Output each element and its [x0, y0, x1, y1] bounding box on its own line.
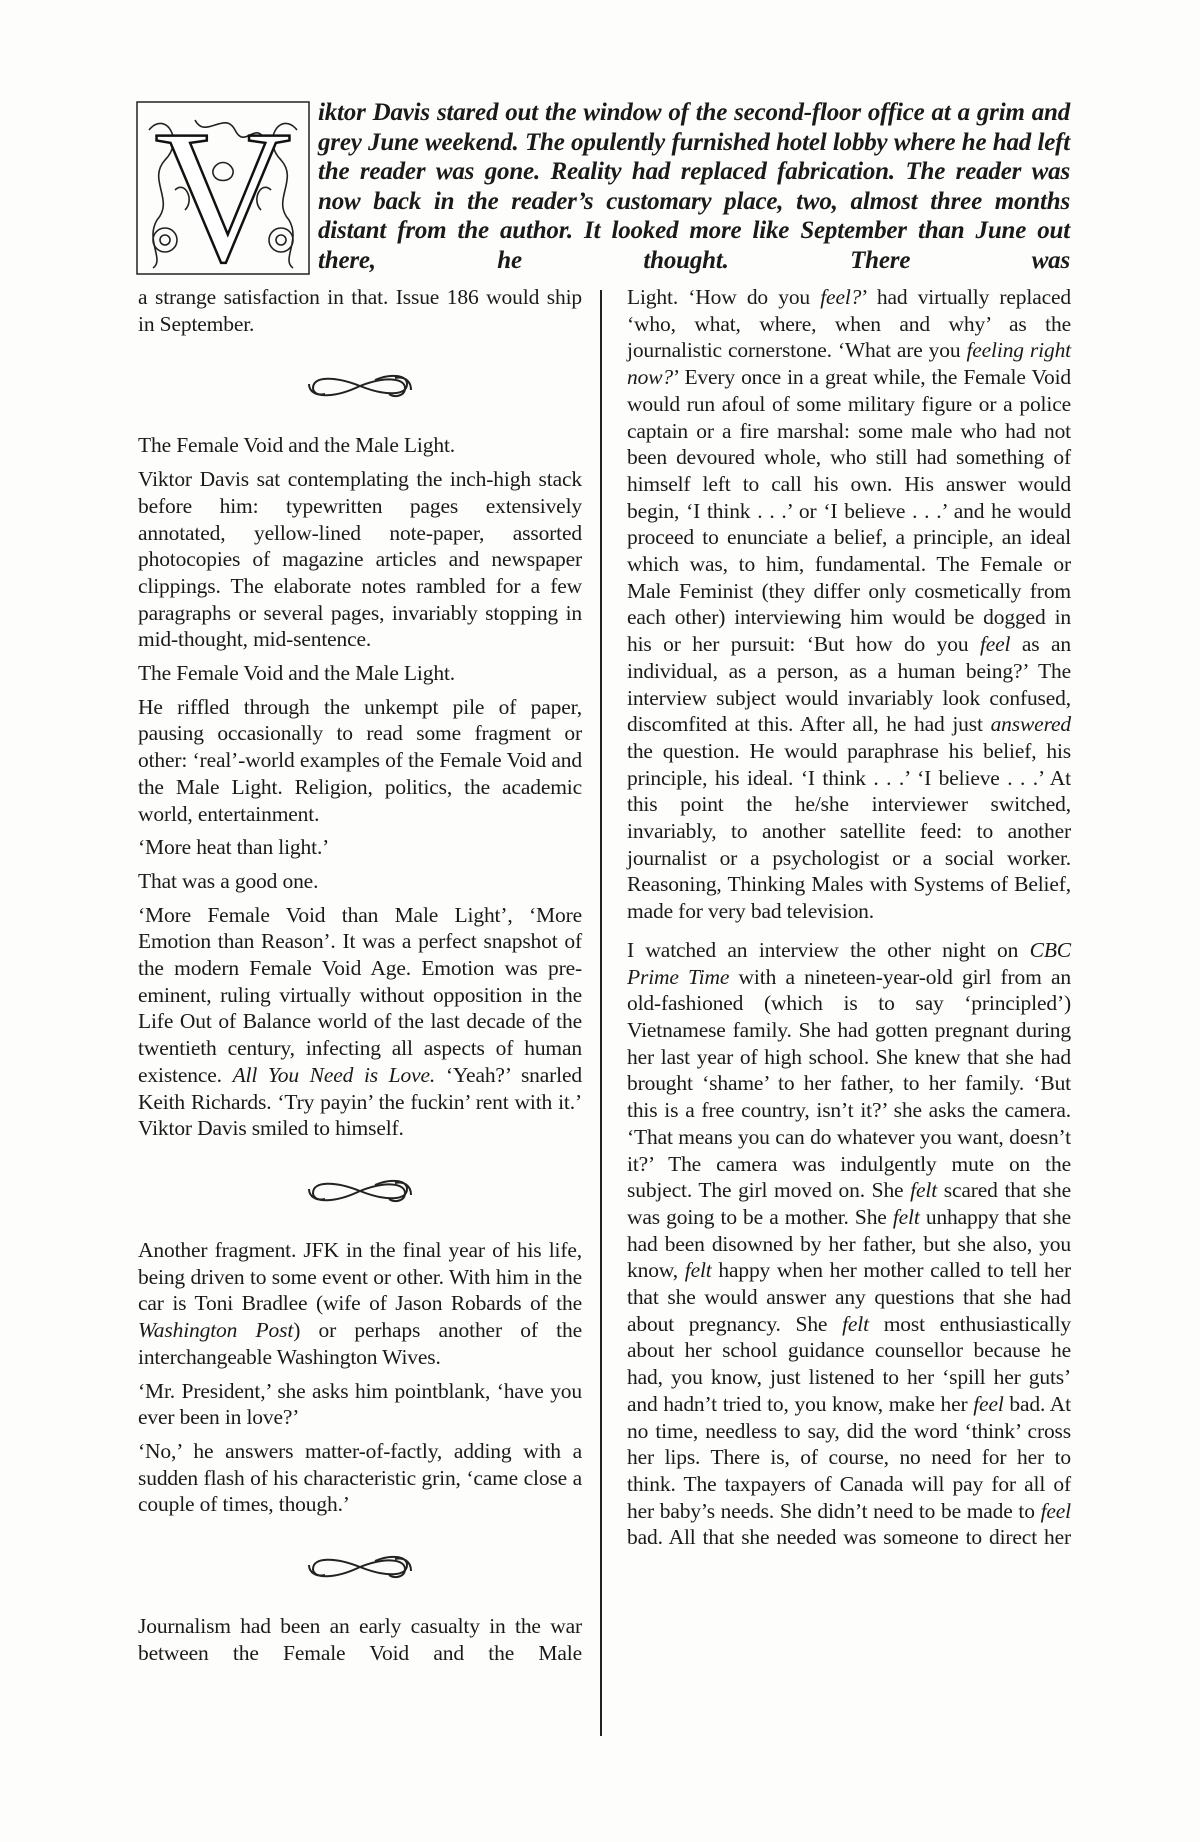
text-run: Another fragment. JFK in the final year of his life, being driven to some event or other. With him in the car is Toni Bradlee (wife of Jason Robards of the [138, 1237, 582, 1316]
paragraph [138, 1438, 582, 1518]
text-run: as an individual, as a person, as a human being?’ The interview subject would invariably look confused, discomfited at this. After all, he had just [627, 632, 1071, 737]
paragraph [138, 284, 582, 337]
paragraph [138, 1378, 582, 1431]
text-run: the question. He would paraphrase his belief, his principle, his ideal. ‘I think . . .’ ‘I believe . . .’ At this point the he/she interviewer switched, invariably, to another satellite feed: to another journalist or a psychologist or a social worker. Reasoning, Thinking Males with Systems of Belief, made for very bad television. [627, 738, 1071, 924]
text-run: ‘More heat than light.’ [138, 835, 330, 860]
italic-text: felt [910, 1178, 938, 1203]
paragraph [138, 432, 582, 459]
text-run: most enthusiastically about her school guidance counsellor because he had, you know, just listened to her ‘spill her guts’ and hadn’t tried to, you know, make her [627, 1311, 1071, 1416]
ornament-divider-icon [138, 1521, 582, 1613]
paragraph [138, 660, 582, 687]
text-run: The Female Void and the Male Light. [138, 661, 455, 686]
paragraph [138, 466, 582, 653]
paragraph [138, 694, 582, 828]
text-run: He riffled through the unkempt pile of paper, pausing occasionally to read some fragment or other: ‘real’-world examples of the Female Void and the Male Light. Religion, politics, the academic world, entertainment. [138, 694, 582, 826]
paragraph [138, 1237, 582, 1371]
right-column [627, 284, 1071, 1558]
drop-cap-letter: V [154, 100, 292, 276]
text-run: Light. ‘How do you [627, 285, 821, 309]
italic-text: felt [684, 1258, 712, 1283]
paragraph [138, 834, 582, 861]
italic-text: feel [973, 1391, 1004, 1416]
text-run: ) or perhaps another of the interchangeable Washington Wives. [138, 1318, 582, 1369]
text-run: ‘Mr. President,’ she asks him pointblank, ‘have you ever been in love?’ [138, 1378, 582, 1430]
text-run: ’ Every once in a great while, the Female Void would run afoul of some military figure or a police captain or a fire marshal: some male who had not been devoured whole, who still had something of himself left to call his own. His answer would begin, ‘I think . . .’ or ‘I believe . . .’ and he would proceed to enunciate a belief, a principle, an ideal which was, to him, fundamental. The Female or Male Feminist (they differ only cosmetically from each other) interviewing him would be dogged in his or her pursuit: ‘But how do you [627, 365, 1071, 657]
italic-text: Washington Post [138, 1318, 294, 1343]
italic-text: All You Need is Love. [232, 1062, 436, 1087]
text-run: unhappy that she had been disowned by her father, but she also, you know, [627, 1204, 1071, 1283]
text-run: The Female Void and the Male Light. [138, 433, 455, 458]
italic-text: feel? [820, 285, 862, 309]
text-run: ‘More Female Void than Male Light’, ‘More Emotion than Reason’. It was a perfect snapshot of the modern Female Void Age. Emotion was pre-eminent, ruling virtually without opposition in the Life Out of Balance world of the last decade of the twentieth century, infecting all aspects of human existence. [138, 902, 582, 1087]
text-run: a strange satisfaction in that. Issue 186 would ship in September. [138, 285, 582, 336]
text-run: I watched an interview the other night on [627, 937, 1030, 962]
text-run: bad. At no time, needless to say, did the word ‘think’ cross her lips. There is, of course, no need for her to think. The taxpayers of Canada will pay for all of her baby’s needs. She didn’t need to be made to [627, 1391, 1071, 1523]
paragraph [627, 937, 1071, 1551]
text-run: Viktor Davis sat contemplating the inch-high stack before him: typewritten pages extensively annotated, yellow-lined note-paper, assorted photocopies of magazine articles and newspaper clippings. The elaborate notes rambled for a few paragraphs or several pages, invariably stopping in mid-thought, mid-sentence. [138, 467, 582, 652]
italic-text: feel [1040, 1498, 1071, 1523]
italic-text: CBC Prime Time [627, 937, 1071, 989]
italic-text: felt [842, 1311, 869, 1336]
left-column [138, 284, 582, 1673]
text-run: ‘Yeah?’ snarled Keith Richards. ‘Try payin’ the fuckin’ rent with it.’ Viktor Davis smiled to himself. [138, 1062, 582, 1141]
italic-text: feel [979, 632, 1011, 657]
paragraph [627, 284, 1071, 925]
illuminated-drop-cap [135, 100, 311, 276]
intro-paragraph: iktor Davis stared out the window of the second-floor office at a grim and grey June weekend. The opulently furnished hotel lobby where he had left the reader was gone. Reality had replaced fabrication. The reader was now back in the reader’s customary place, two, almost three months distant from the author. It looked more like September than June out there, he thought. There was [318, 99, 1070, 274]
text-run: That was a good one. [138, 868, 319, 893]
italic-text: feeling right now? [627, 338, 1071, 390]
column-divider [600, 290, 602, 1736]
italic-text: answered [990, 712, 1071, 737]
paragraph [138, 1613, 582, 1666]
text-run: scared that she was going to be a mother. She [627, 1178, 1072, 1229]
text-run: ’ had virtually replaced ‘who, what, where, when and why’ as the journalistic cornerstone. ‘What are you [627, 285, 1071, 363]
text-run: ‘No,’ he answers matter-of-factly, adding with a sudden flash of his characteristic grin, ‘came close a couple of times, though.’ [138, 1438, 582, 1517]
ornament-divider-icon [138, 340, 582, 432]
text-run: Journalism had been an early casualty in the war between the Female Void and the Male [138, 1614, 582, 1665]
paragraph [138, 868, 582, 895]
text-run: with a nineteen-year-old girl from an old-fashioned (which is to say ‘principled’) Vietnamese family. She had gotten pregnant during her last year of high school. She knew that she had brought ‘shame’ to her father, to her family. ‘But this is a free country, isn’t it?’ she asks the camera. ‘That means you can do whatever you want, doesn’t it?’ The camera was indulgently mute on the subject. The girl moved on. She [627, 964, 1071, 1203]
paragraph [138, 902, 582, 1142]
text-run: happy when her mother called to tell her that she would answer any questions that she had about pregnancy. She [627, 1258, 1071, 1336]
text-run: bad. All that she needed was someone to direct her [627, 1525, 1071, 1550]
italic-text: felt [892, 1204, 920, 1229]
ornament-divider-icon [138, 1145, 582, 1237]
